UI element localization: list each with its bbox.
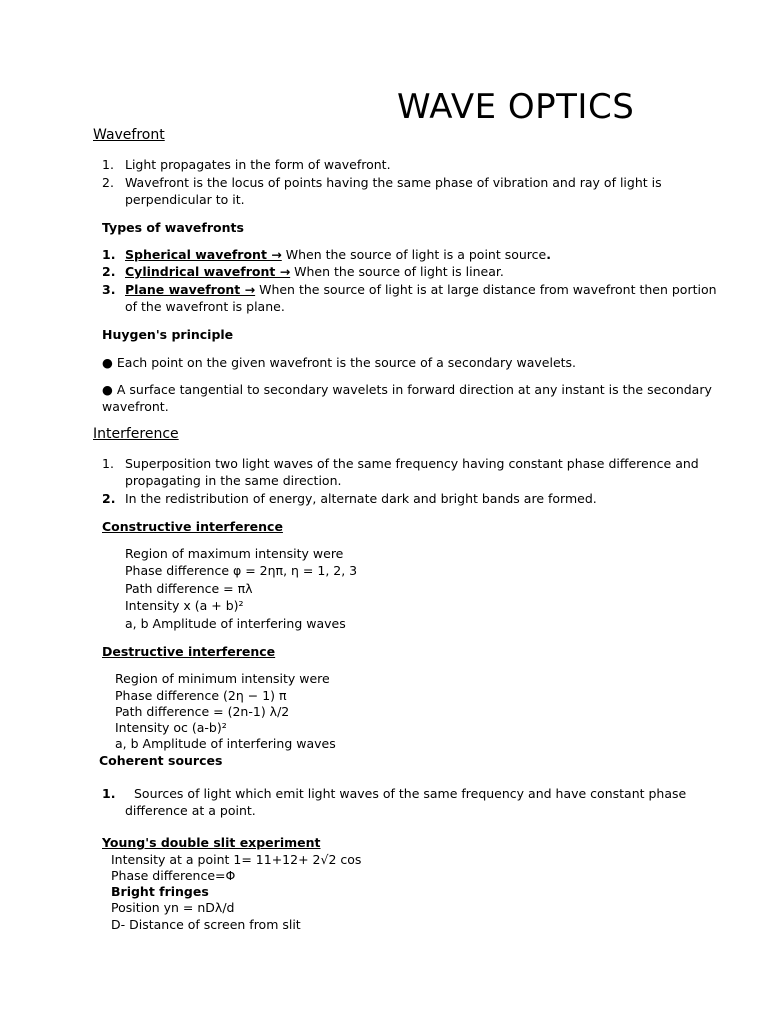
list-number: 2. <box>102 491 116 506</box>
section-heading-interference: Interference <box>93 426 179 442</box>
section-heading-wavefront: Wavefront <box>93 127 165 143</box>
list-item: Superposition two light waves of the same frequency having constant phase difference and <box>125 456 699 471</box>
list-number: 1. <box>102 157 114 172</box>
text-line: Path difference = πλ <box>125 581 253 596</box>
text-line: Phase difference (2η − 1) π <box>115 688 287 703</box>
subheading-types: Types of wavefronts <box>102 220 244 235</box>
text-line: D- Distance of screen from slit <box>111 917 301 932</box>
term: Cylindrical wavefront → <box>125 264 291 279</box>
text-line: a, b Amplitude of interfering waves <box>125 616 346 631</box>
text-line: Region of maximum intensity were <box>125 546 344 561</box>
bullet-item-continuation: wavefront. <box>102 399 169 414</box>
text-line: Phase difference φ = 2ηπ, η = 1, 2, 3 <box>125 563 358 578</box>
list-number: 1. <box>102 786 116 801</box>
list-item: Wavefront is the locus of points having the same phase of vibration and ray of light is <box>125 175 662 190</box>
list-item <box>125 263 504 280</box>
description: When the source of light is a point source <box>281 247 547 262</box>
list-item-continuation: of the wavefront is plane. <box>125 299 285 314</box>
bullet-item: ● Each point on the given wavefront is the source of a secondary wavelets. <box>102 355 577 370</box>
description: When the source of light is at large distance from wavefront then portion <box>255 282 717 297</box>
text-line-bold: Bright fringes <box>111 884 209 899</box>
subheading-huygen: Huygen's principle <box>102 327 234 342</box>
list-item: Light propagates in the form of wavefront. <box>125 157 391 172</box>
list-item: Sources of light which emit light waves of the same frequency and have constant phase <box>134 786 687 801</box>
list-number: 2. <box>102 264 116 279</box>
period: . <box>546 247 551 262</box>
list-item-continuation: difference at a point. <box>125 803 256 818</box>
list-item <box>125 246 551 263</box>
subheading-coherent: Coherent sources <box>99 753 223 768</box>
text-line: Path difference = (2n-1) λ/2 <box>115 704 290 719</box>
description: When the source of light is linear. <box>290 264 504 279</box>
text-line: a, b Amplitude of interfering waves <box>115 736 336 751</box>
list-number: 1. <box>102 247 116 262</box>
text-line: Region of minimum intensity were <box>115 671 330 686</box>
page-title: WAVE OPTICS <box>397 87 635 127</box>
text-line: Intensity at a point 1= 11+12+ 2√2 cos <box>111 852 362 867</box>
list-item-continuation: perpendicular to it. <box>125 192 245 207</box>
text-line: Intensity x (a + b)² <box>125 598 244 613</box>
term: Spherical wavefront → <box>125 247 282 262</box>
list-item: In the redistribution of energy, alternate dark and bright bands are formed. <box>125 491 597 506</box>
subheading-constructive: Constructive interference <box>102 519 283 534</box>
list-number: 1. <box>102 456 114 471</box>
bullet-item: ● A surface tangential to secondary wavelets in forward direction at any instant is the secondary <box>102 382 712 397</box>
text-line: Intensity oc (a-b)² <box>115 720 227 735</box>
list-item-continuation: propagating in the same direction. <box>125 473 342 488</box>
subheading-destructive: Destructive interference <box>102 644 276 659</box>
term: Plane wavefront → <box>125 282 256 297</box>
text-line: Position yn = nDλ/d <box>111 900 235 915</box>
text-line: Phase difference=Φ <box>111 868 236 883</box>
subheading-young: Young's double slit experiment <box>102 835 321 850</box>
list-number: 2. <box>102 175 114 190</box>
list-number: 3. <box>102 282 116 297</box>
list-item <box>125 281 717 298</box>
